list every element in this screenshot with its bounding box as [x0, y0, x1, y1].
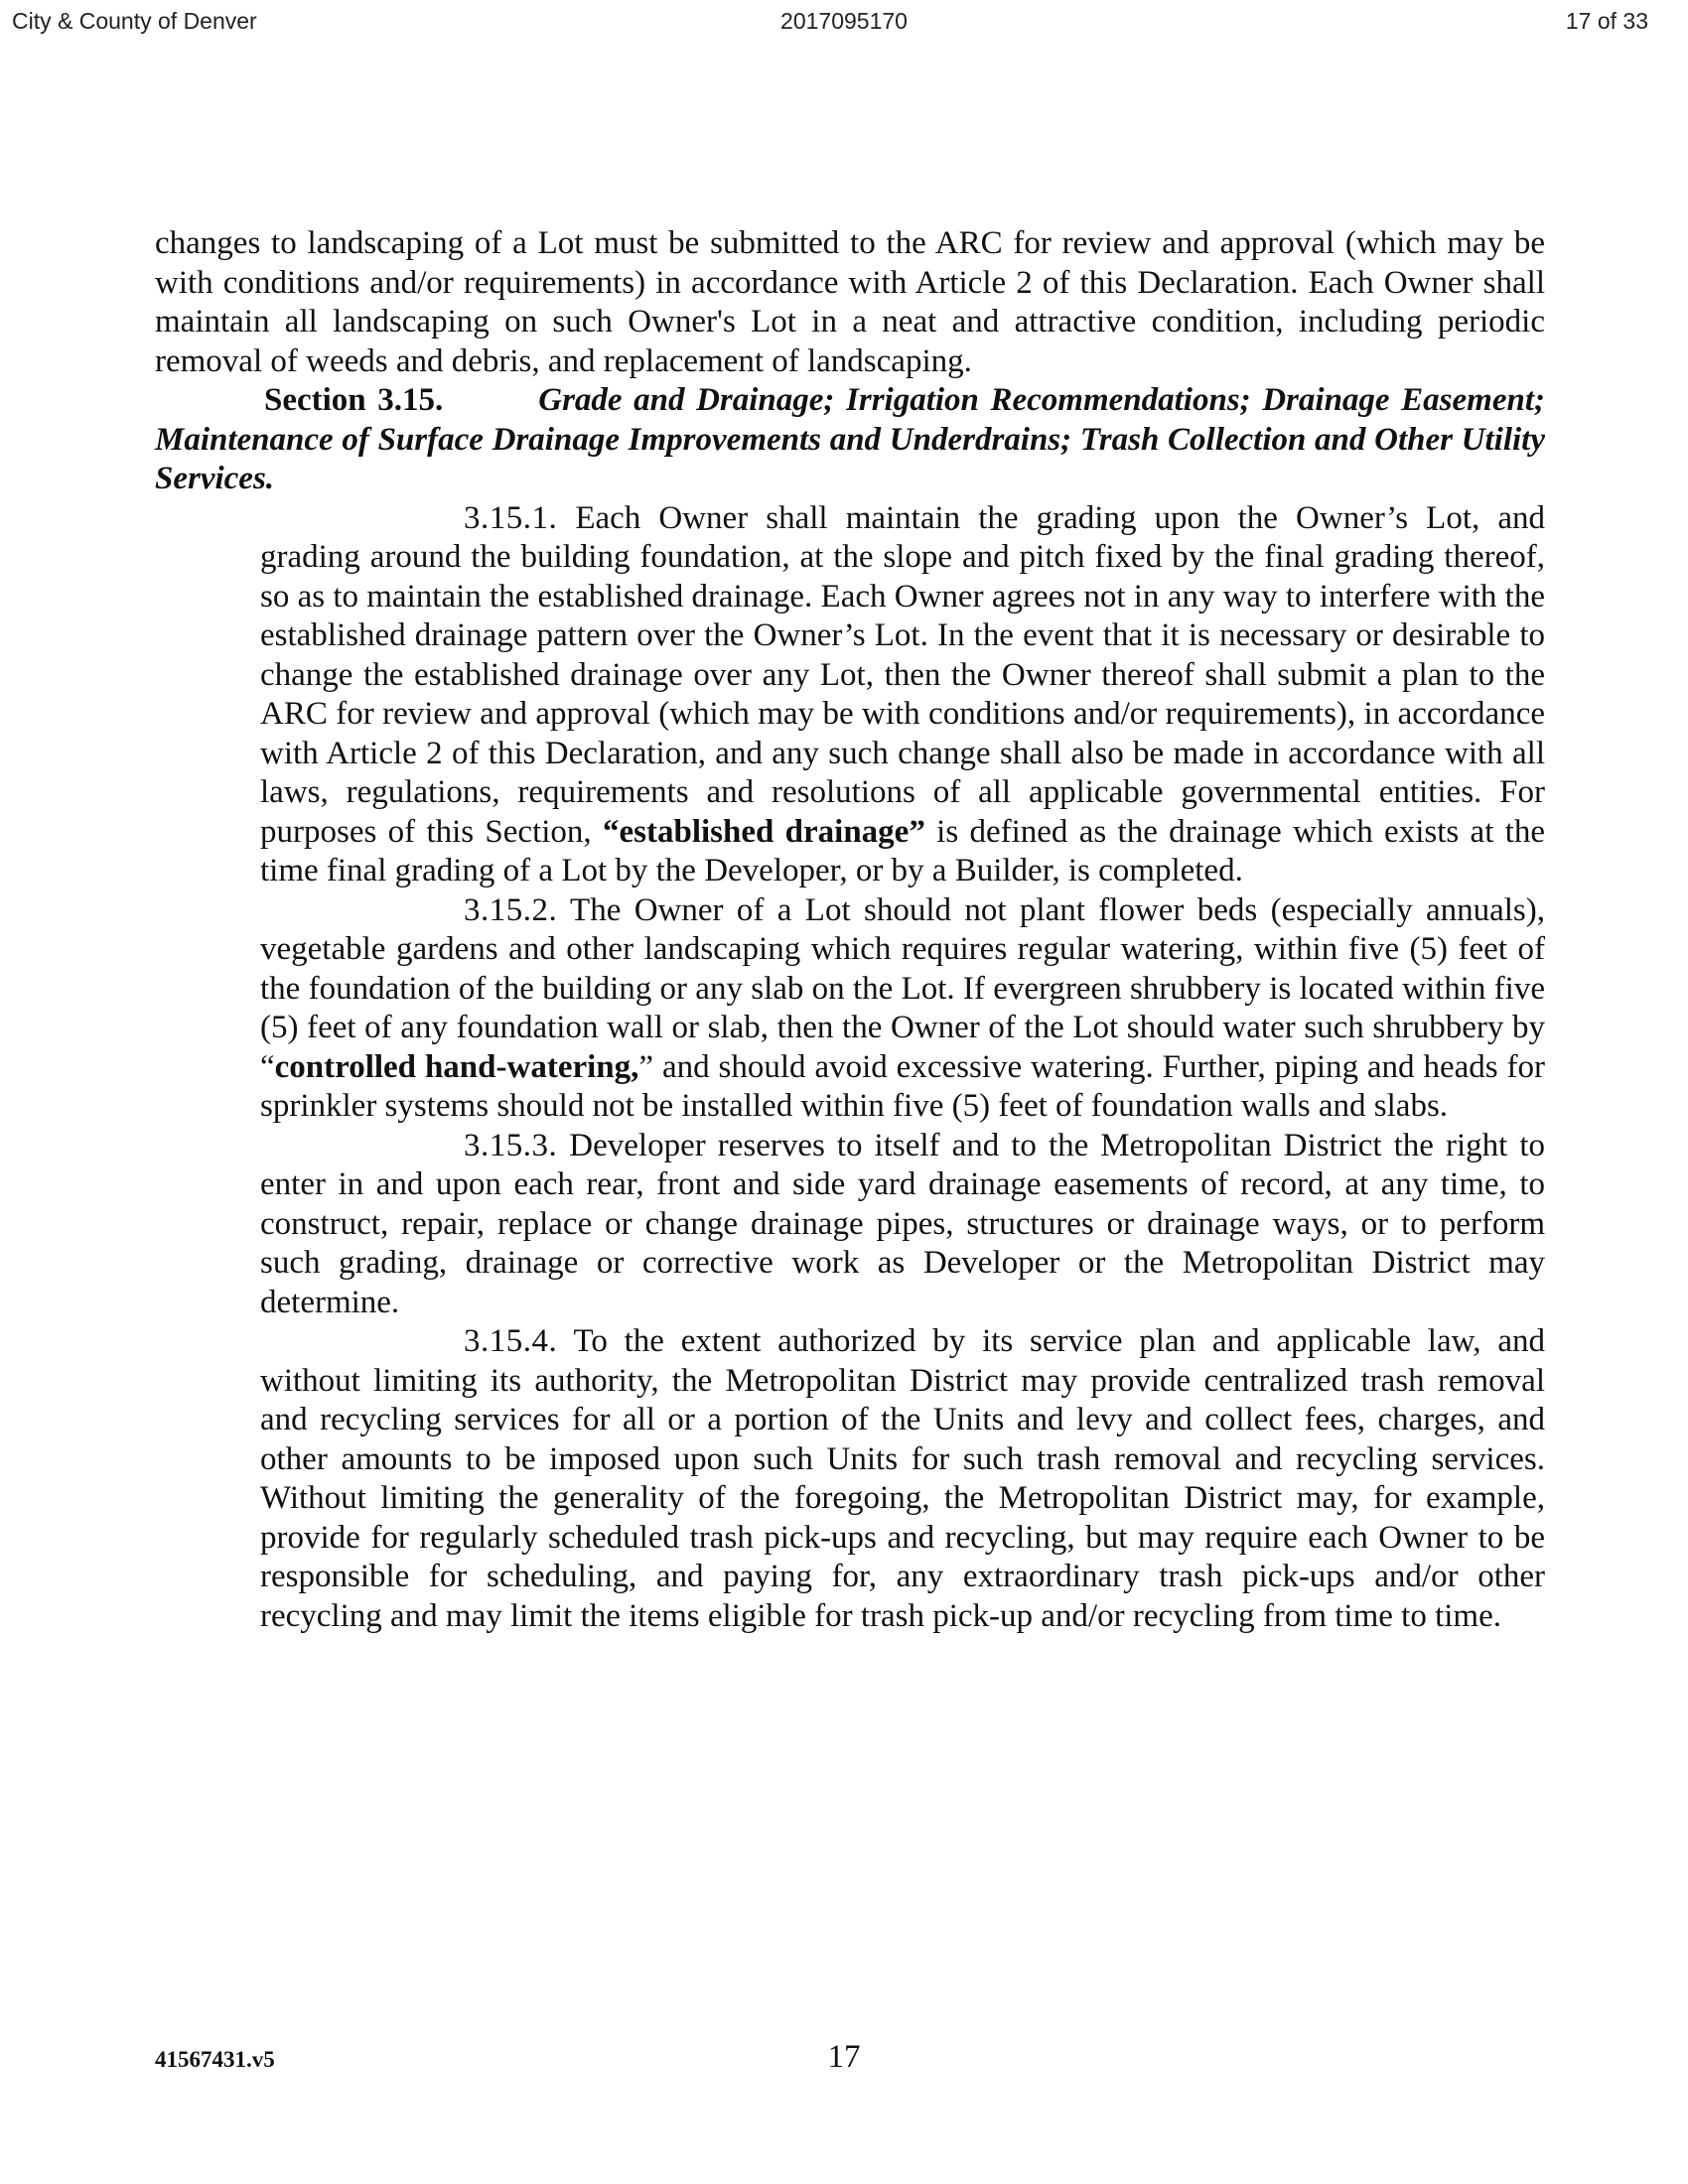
recorder-stamp-reception-number: 2017095170	[780, 8, 908, 34]
recorder-stamp-page-count: 17 of 33	[1565, 8, 1648, 34]
section-heading	[155, 381, 1545, 499]
defined-term: “established drainage”	[602, 813, 925, 850]
section-number: Section 3.15.	[264, 382, 444, 418]
subsection-number: 3.15.3.	[464, 1127, 558, 1163]
defined-term: controlled hand-watering,	[274, 1048, 639, 1085]
section-title: Grade and Drainage; Irrigation Recommendations; Drainage Easement; Maintenance of Surface Drainage Improvements and Underdrains; Trash Collection and Other Utility Services.	[155, 382, 1545, 496]
subsection-3-15-4	[155, 1322, 1545, 1636]
subsection-number: 3.15.2.	[464, 891, 558, 928]
subsection-text: Each Owner shall maintain the grading upon the Owner’s Lot, and grading around the building foundation, at the slope and pitch fixed by the final grading thereof, so as to maintain the established drainage. Each Owner agrees not in any way to interfere with the established drainage pattern over the Owner’s Lot. In the event that it is necessary or desirable to change the established drainage over any Lot, then the Owner thereof shall submit a plan to the ARC for review and approval (which may be with conditions and/or requirements), in accordance with Article 2 of this Declaration, and any such change shall also be made in accordance with all laws, regulations, requirements and resolutions of all applicable governmental entities. For purposes of this Section,	[260, 499, 1545, 850]
subsection-text: To the extent authorized by its service plan and applicable law, and without limiting its authority, the Metropolitan District may provide centralized trash removal and recycling services for all or a portion of the Units and levy and collect fees, charges, and other amounts to be imposed upon such Units for such trash removal and recycling services. Without limiting the generality of the foregoing, the Metropolitan District may, for example, provide for regularly scheduled trash pick-ups and recycling, but may require each Owner to be responsible for scheduling, and paying for, any extraordinary trash pick-ups and/or other recycling and may limit the items eligible for trash pick-up and/or recycling from time to time.	[260, 1323, 1545, 1634]
subsection-3-15-3	[155, 1127, 1545, 1323]
subsection-3-15-2	[155, 891, 1545, 1127]
page-number: 17	[827, 2039, 861, 2075]
subsection-text: ” and should avoid excessive watering. Further, piping and heads for sprinkler systems should not be installed within five (5) feet of foundation walls and slabs.	[260, 1048, 1546, 1124]
subsection-number: 3.15.1.	[464, 499, 558, 536]
subsection-text: The Owner of a Lot should not plant flower beds (especially annuals), vegetable gardens and other landscaping which requires regular watering, within five (5) feet of the foundation of the building or any slab on the Lot. If evergreen shrubbery is located within five (5) feet of any foundation wall or slab, then the Owner of the Lot should water such shrubbery by “	[260, 891, 1545, 1085]
document-id: 41567431.v5	[155, 2047, 275, 2072]
subsection-3-15-1	[155, 499, 1545, 891]
subsection-text: is defined as the drainage which exists at the time final grading of a Lot by the Developer, or by a Builder, is completed.	[260, 813, 1545, 888]
recorder-stamp-county: City & County of Denver	[12, 8, 257, 34]
continued-paragraph: changes to landscaping of a Lot must be submitted to the ARC for review and approval (which may be with conditions and/or requirements) in accordance with Article 2 of this Declaration. Each Owner shall maintain all landscaping on such Owner's Lot in a neat and attractive condition, including periodic removal of weeds and debris, and replacement of landscaping.	[155, 225, 1545, 379]
document-body	[155, 224, 1545, 1636]
subsection-text: Developer reserves to itself and to the Metropolitan District the right to enter in and upon each rear, front and side yard drainage easements of record, at any time, to construct, repair, replace or change drainage pipes, structures or drainage ways, or to perform such grading, drainage or corrective work as Developer or the Metropolitan District may determine.	[260, 1127, 1545, 1320]
subsection-number: 3.15.4.	[464, 1323, 558, 1359]
